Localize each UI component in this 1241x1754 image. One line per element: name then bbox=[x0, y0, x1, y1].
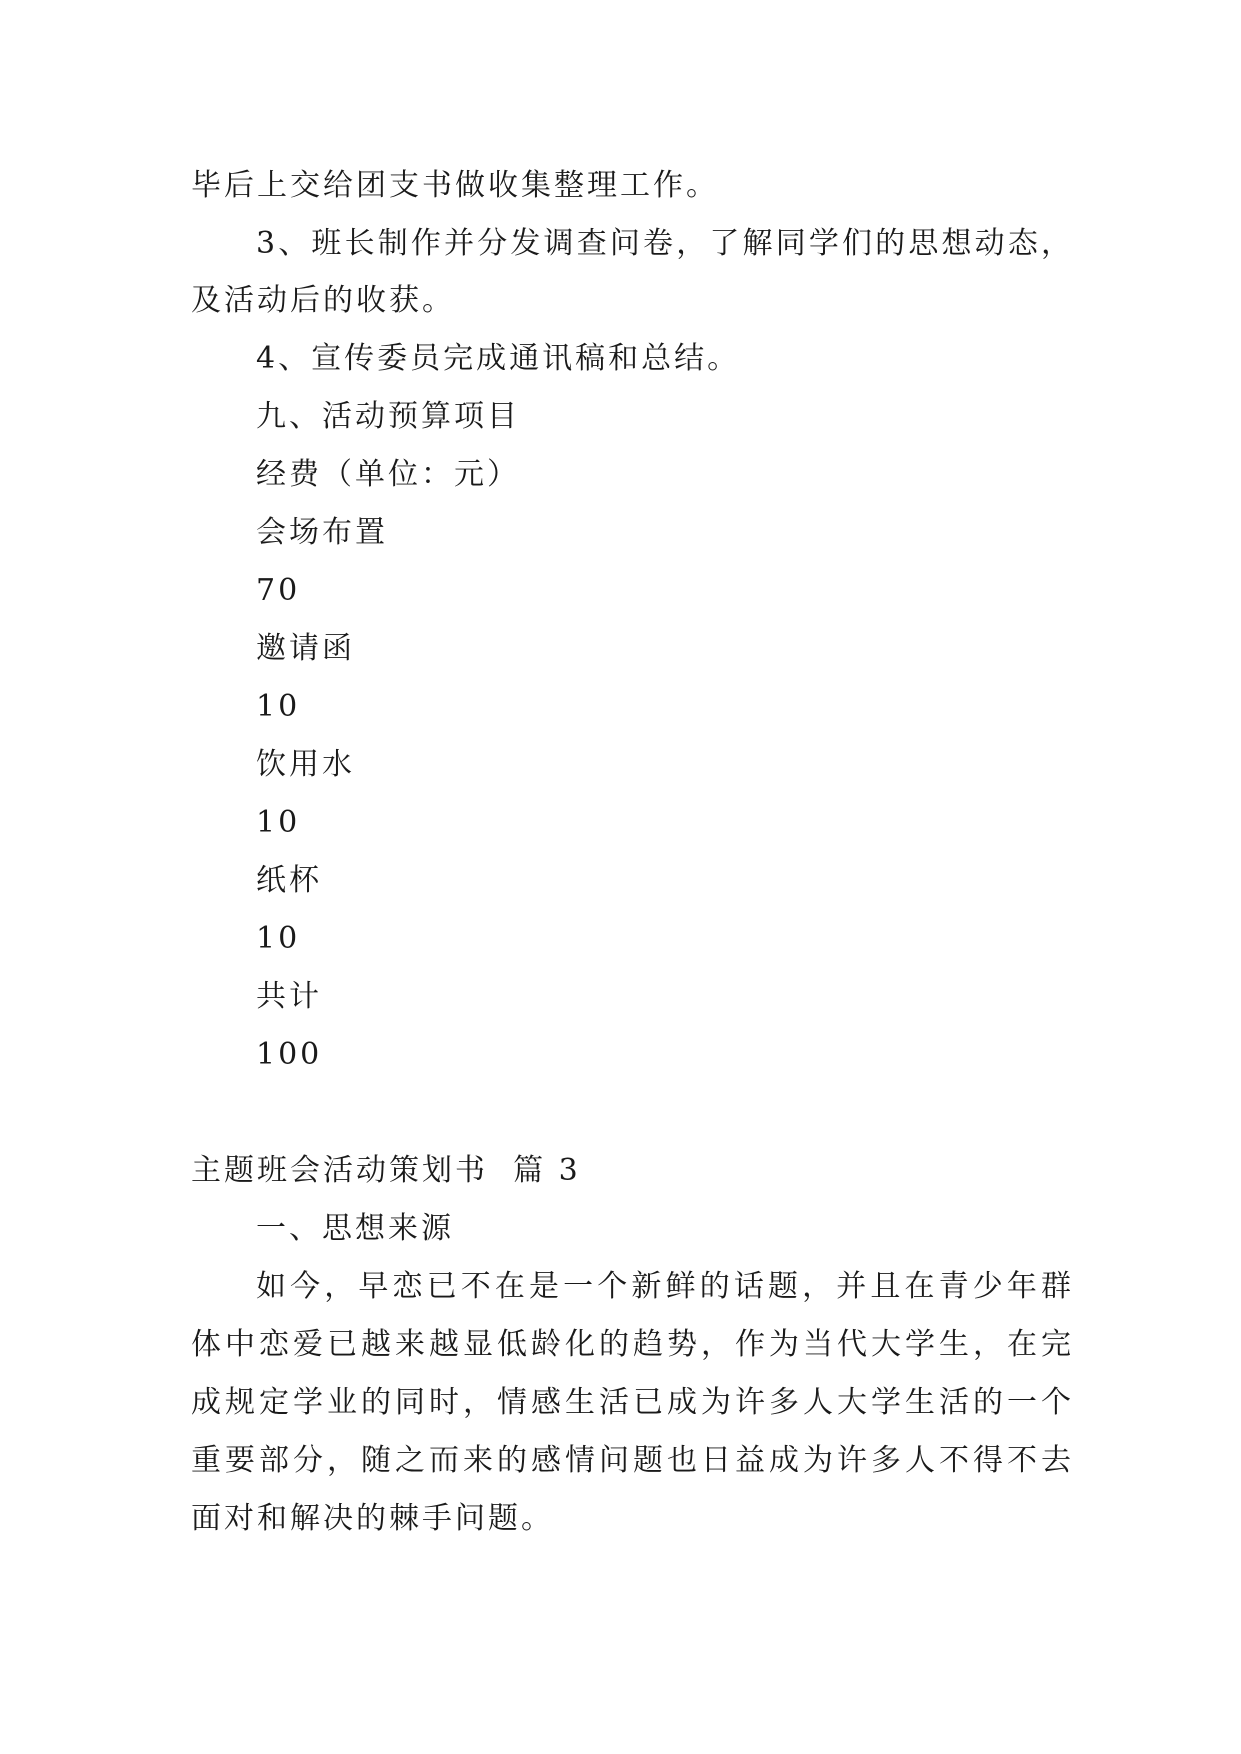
paragraph-line: 如今，早恋已不在是一个新鲜的话题，并且在青少年群 bbox=[256, 1269, 1071, 1304]
budget-item: 邀请函 bbox=[256, 631, 355, 666]
budget-amount: 10 bbox=[256, 805, 301, 840]
text-line: 3、班长制作并分发调查问卷，了解同学们的思想动态， bbox=[256, 226, 1071, 261]
section-heading: 一、思想来源 bbox=[256, 1211, 454, 1246]
paragraph-line: 体中恋爱已越来越显低龄化的趋势，作为当代大学生，在完 bbox=[191, 1327, 1071, 1362]
text-line: 及活动后的收获。 bbox=[191, 283, 455, 318]
budget-unit-label: 经费（单位：元） bbox=[256, 457, 520, 492]
budget-amount: 10 bbox=[256, 921, 301, 956]
section-heading: 九、活动预算项目 bbox=[256, 399, 520, 434]
paragraph-line: 重要部分，随之而来的感情问题也日益成为许多人不得不去 bbox=[191, 1443, 1071, 1478]
budget-total-label: 共计 bbox=[256, 979, 322, 1014]
budget-item: 饮用水 bbox=[256, 747, 355, 782]
paragraph-line: 成规定学业的同时，情感生活已成为许多人大学生活的一个 bbox=[191, 1385, 1071, 1420]
budget-item: 纸杯 bbox=[256, 863, 322, 898]
budget-item: 会场布置 bbox=[256, 515, 388, 550]
budget-total-amount: 100 bbox=[256, 1037, 323, 1072]
budget-amount: 10 bbox=[256, 689, 301, 724]
article-heading: 主题班会活动策划书 篇 3 bbox=[191, 1153, 581, 1188]
paragraph-line: 面对和解决的棘手问题。 bbox=[191, 1501, 554, 1536]
text-line: 毕后上交给团支书做收集整理工作。 bbox=[191, 168, 719, 203]
text-line: 4、宣传委员完成通讯稿和总结。 bbox=[256, 341, 741, 376]
budget-amount: 70 bbox=[256, 573, 301, 608]
